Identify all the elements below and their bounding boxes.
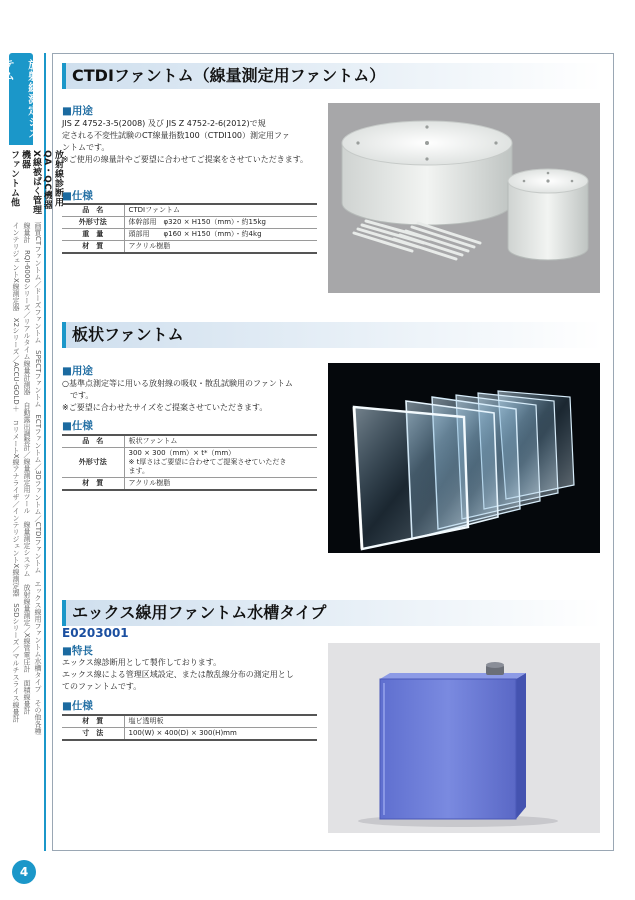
spec-heading: ■仕様 bbox=[62, 420, 93, 432]
feature-line: てのファントムです。 bbox=[62, 682, 142, 691]
spec-value-note: ※ t厚さはご要望に合わせてご提案させていただき bbox=[128, 458, 287, 466]
usage-text bbox=[62, 118, 317, 166]
table-row bbox=[62, 204, 317, 217]
usage-line: です。 bbox=[62, 391, 94, 400]
table-row bbox=[62, 715, 317, 728]
category-label: QA・QC機器 bbox=[42, 150, 52, 210]
spec-table-ctdi bbox=[62, 203, 317, 254]
sidebar-tab: 放射線測定システム bbox=[9, 53, 33, 145]
spec-key: 材 質 bbox=[62, 715, 124, 728]
spec-value: アクリル樹脂 bbox=[124, 241, 317, 254]
spec-key: 重 量 bbox=[62, 229, 124, 241]
sidebar-product-list: 線量計 RQI-6000シリーズ／リアルタイム線量計測器 自動露出調整計／線量測定用ツール 線量測定システム 放射線量測定／X線管電圧計 面積線量計 bbox=[23, 222, 31, 715]
category-label: ファントム他 bbox=[9, 150, 19, 207]
spec-table-tank bbox=[62, 714, 317, 741]
usage-line: ○基準点測定等に用いる放射線の吸収・散乱試験用のファントム bbox=[62, 379, 293, 388]
usage-line: ントムです。 bbox=[62, 143, 110, 152]
section-title-ctdi: CTDIファントム（線量測定用ファントム） bbox=[62, 63, 602, 89]
spec-value: 体幹部用 φ320 × H150（mm）・約15kg bbox=[124, 217, 317, 229]
spec-key: 寸 法 bbox=[62, 728, 124, 741]
feature-text bbox=[62, 657, 327, 693]
spec-value: 100(W) × 400(D) × 300(H)mm bbox=[124, 728, 317, 741]
spec-key: 品 名 bbox=[62, 204, 124, 217]
feature-line: エックス線診断用として製作しております。 bbox=[62, 658, 222, 667]
spec-key: 材 質 bbox=[62, 241, 124, 254]
feature-heading: ■特長 bbox=[62, 645, 93, 657]
spec-heading: ■仕様 bbox=[62, 190, 93, 202]
usage-line: ※ご使用の線量計やご要望に合わせてご提案をさせていただきます。 bbox=[62, 155, 309, 164]
spec-heading: ■仕様 bbox=[62, 700, 93, 712]
spec-value-note: ます。 bbox=[128, 467, 149, 475]
usage-line: ※ご要望に合わせたサイズをご提案させていただきます。 bbox=[62, 403, 268, 412]
usage-line: JIS Z 4752-3-5(2008) 及び JIS Z 4752-2-6(2012)で規 bbox=[62, 119, 266, 128]
section-title-plate: 板状ファントム bbox=[62, 322, 602, 348]
photo-water-tank bbox=[328, 643, 600, 833]
table-row bbox=[62, 728, 317, 741]
sidebar-product-list: インテリジェントX線測定器 X2シリーズ／ACCU-GOLD＋ コリメートX線アナライザ／インテリジェントX線測定器 SSDシリーズ／マルチスライス線量計 bbox=[12, 222, 20, 723]
usage-text bbox=[62, 378, 332, 414]
table-row bbox=[62, 217, 317, 229]
usage-heading: ■用途 bbox=[62, 365, 93, 377]
spec-value-line: 300 × 300（mm）× t*（mm） bbox=[128, 449, 236, 457]
category-label: X線被ばく管理機器 bbox=[20, 150, 41, 215]
spec-value: CTDIファントム bbox=[124, 204, 317, 217]
spec-value: 塩ビ透明板 bbox=[124, 715, 317, 728]
spec-table-plate bbox=[62, 434, 317, 491]
photo-ctdi-phantom bbox=[328, 103, 600, 293]
spec-key: 品 名 bbox=[62, 435, 124, 448]
table-row bbox=[62, 241, 317, 254]
spec-key: 外形寸法 bbox=[62, 217, 124, 229]
photo-plate-phantom bbox=[328, 363, 600, 553]
table-row bbox=[62, 478, 317, 491]
spec-value bbox=[124, 448, 317, 478]
sidebar-product-list: 画質CTファントム／ドーズファントム SPECTファントム ECTファントム／3Dファントム／CTDIファントム エックス線用ファントム水槽タイプ その他各種 bbox=[34, 222, 42, 735]
usage-line: 定される不変性試験のCT線量指数100（CTDI100）測定用ファ bbox=[62, 131, 290, 140]
product-code: E0203001 bbox=[62, 626, 129, 640]
page-number: 4 bbox=[12, 860, 36, 884]
spec-value: 頭部用 φ160 × H150（mm）・約4kg bbox=[124, 229, 317, 241]
category-label: 放射線診断用 bbox=[53, 150, 63, 207]
spec-value: アクリル樹脂 bbox=[124, 478, 317, 491]
spec-key: 材 質 bbox=[62, 478, 124, 491]
usage-heading: ■用途 bbox=[62, 105, 93, 117]
table-row bbox=[62, 229, 317, 241]
feature-line: エックス線による管理区域設定、または散乱線分布の測定用とし bbox=[62, 670, 294, 679]
section-title-tank: エックス線用ファントム水槽タイプ bbox=[62, 600, 602, 626]
spec-value: 板状ファントム bbox=[124, 435, 317, 448]
table-row bbox=[62, 435, 317, 448]
table-row bbox=[62, 448, 317, 478]
spec-key: 外形寸法 bbox=[62, 448, 124, 478]
